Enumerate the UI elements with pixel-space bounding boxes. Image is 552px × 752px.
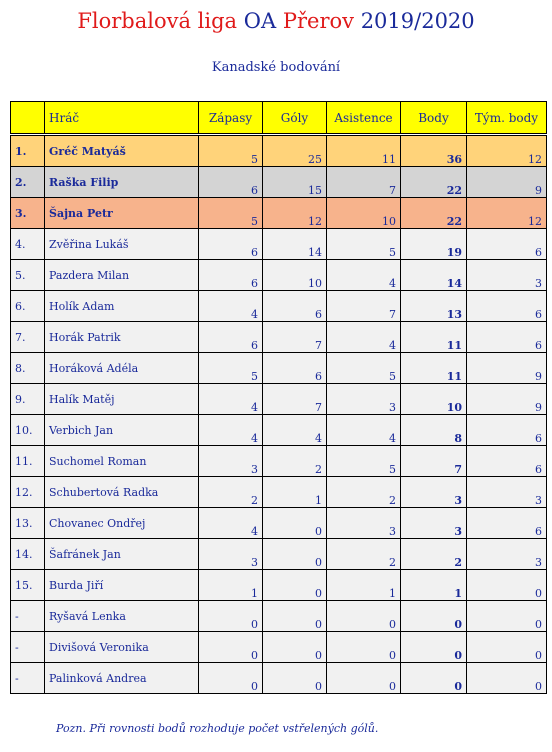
cell-assists: 3 — [327, 508, 401, 539]
table-row — [11, 198, 547, 229]
cell-points: 7 — [401, 446, 467, 477]
cell-player: Zvěřina Lukáš — [45, 229, 199, 260]
cell-rank: 9. — [11, 384, 45, 415]
title-part-city: Přerov — [282, 9, 354, 33]
cell-points: 11 — [401, 353, 467, 384]
cell-team-points: 12 — [467, 135, 547, 167]
cell-points: 11 — [401, 322, 467, 353]
cell-team-points: 3 — [467, 260, 547, 291]
page-subtitle: Kanadské bodování — [211, 60, 341, 75]
cell-rank: 12. — [11, 477, 45, 508]
cell-points: 22 — [401, 167, 467, 198]
cell-rank: 4. — [11, 229, 45, 260]
col-header-player: Hráč — [45, 102, 199, 135]
cell-matches: 2 — [199, 477, 263, 508]
col-header-points: Body — [401, 102, 467, 135]
cell-goals: 0 — [263, 601, 327, 632]
standings-table — [10, 101, 547, 694]
cell-points: 3 — [401, 508, 467, 539]
cell-team-points: 9 — [467, 384, 547, 415]
cell-goals: 0 — [263, 508, 327, 539]
cell-assists: 2 — [327, 477, 401, 508]
cell-assists: 7 — [327, 291, 401, 322]
cell-points: 14 — [401, 260, 467, 291]
cell-rank: 5. — [11, 260, 45, 291]
cell-points: 3 — [401, 477, 467, 508]
table-row — [11, 135, 547, 167]
cell-player: Raška Filip — [45, 167, 199, 198]
cell-matches: 6 — [199, 229, 263, 260]
table-row — [11, 353, 547, 384]
cell-rank: 3. — [11, 198, 45, 229]
cell-points: 0 — [401, 601, 467, 632]
cell-assists: 0 — [327, 632, 401, 663]
cell-player: Šafránek Jan — [45, 539, 199, 570]
cell-assists: 4 — [327, 415, 401, 446]
cell-player: Chovanec Ondřej — [45, 508, 199, 539]
cell-assists: 4 — [327, 260, 401, 291]
cell-assists: 3 — [327, 384, 401, 415]
cell-player: Horák Patrik — [45, 322, 199, 353]
col-header-goals: Góly — [263, 102, 327, 135]
table-row — [11, 570, 547, 601]
cell-team-points: 0 — [467, 601, 547, 632]
table-row — [11, 260, 547, 291]
cell-assists: 1 — [327, 570, 401, 601]
cell-goals: 0 — [263, 663, 327, 694]
cell-team-points: 0 — [467, 632, 547, 663]
cell-goals: 14 — [263, 229, 327, 260]
cell-goals: 0 — [263, 539, 327, 570]
table-row — [11, 663, 547, 694]
cell-points: 10 — [401, 384, 467, 415]
cell-goals: 25 — [263, 135, 327, 167]
cell-matches: 4 — [199, 508, 263, 539]
cell-points: 8 — [401, 415, 467, 446]
table-row — [11, 539, 547, 570]
cell-rank: - — [11, 632, 45, 663]
table-row — [11, 477, 547, 508]
cell-matches: 3 — [199, 446, 263, 477]
cell-goals: 2 — [263, 446, 327, 477]
cell-player: Burda Jiří — [45, 570, 199, 601]
cell-matches: 3 — [199, 539, 263, 570]
cell-points: 2 — [401, 539, 467, 570]
cell-assists: 5 — [327, 446, 401, 477]
cell-rank: 7. — [11, 322, 45, 353]
table-row — [11, 601, 547, 632]
cell-goals: 15 — [263, 167, 327, 198]
page-title — [0, 6, 552, 36]
title-part-season: 2019/2020 — [360, 9, 475, 33]
cell-player: Verbich Jan — [45, 415, 199, 446]
cell-rank: 14. — [11, 539, 45, 570]
cell-assists: 7 — [327, 167, 401, 198]
table-row — [11, 167, 547, 198]
col-header-rank — [11, 102, 45, 135]
cell-matches: 5 — [199, 135, 263, 167]
cell-player: Suchomel Roman — [45, 446, 199, 477]
cell-player: Šajna Petr — [45, 198, 199, 229]
cell-assists: 5 — [327, 353, 401, 384]
cell-points: 1 — [401, 570, 467, 601]
cell-goals: 10 — [263, 260, 327, 291]
cell-goals: 6 — [263, 291, 327, 322]
cell-assists: 5 — [327, 229, 401, 260]
cell-player: Ryšavá Lenka — [45, 601, 199, 632]
cell-team-points: 6 — [467, 508, 547, 539]
cell-goals: 0 — [263, 570, 327, 601]
table-row — [11, 415, 547, 446]
table-row — [11, 322, 547, 353]
cell-matches: 4 — [199, 415, 263, 446]
col-header-matches: Zápasy — [199, 102, 263, 135]
cell-matches: 5 — [199, 353, 263, 384]
cell-team-points: 6 — [467, 322, 547, 353]
cell-rank: - — [11, 601, 45, 632]
table-row — [11, 291, 547, 322]
cell-matches: 6 — [199, 167, 263, 198]
cell-rank: 13. — [11, 508, 45, 539]
cell-goals: 6 — [263, 353, 327, 384]
cell-assists: 10 — [327, 198, 401, 229]
cell-matches: 6 — [199, 260, 263, 291]
table-row — [11, 229, 547, 260]
cell-matches: 4 — [199, 291, 263, 322]
cell-matches: 6 — [199, 322, 263, 353]
cell-goals: 7 — [263, 322, 327, 353]
cell-assists: 0 — [327, 601, 401, 632]
cell-rank: - — [11, 663, 45, 694]
cell-matches: 4 — [199, 384, 263, 415]
cell-player: Gréč Matyáš — [45, 135, 199, 167]
cell-goals: 12 — [263, 198, 327, 229]
cell-team-points: 6 — [467, 229, 547, 260]
cell-rank: 11. — [11, 446, 45, 477]
cell-rank: 10. — [11, 415, 45, 446]
cell-goals: 7 — [263, 384, 327, 415]
cell-player: Holík Adam — [45, 291, 199, 322]
table-row — [11, 632, 547, 663]
cell-player: Pazdera Milan — [45, 260, 199, 291]
cell-rank: 2. — [11, 167, 45, 198]
standings-body — [11, 135, 547, 694]
cell-points: 13 — [401, 291, 467, 322]
cell-team-points: 0 — [467, 663, 547, 694]
title-part-oa: OA — [243, 9, 277, 33]
table-header-row — [11, 102, 547, 135]
cell-team-points: 6 — [467, 415, 547, 446]
cell-team-points: 0 — [467, 570, 547, 601]
cell-goals: 4 — [263, 415, 327, 446]
cell-points: 0 — [401, 632, 467, 663]
cell-player: Schubertová Radka — [45, 477, 199, 508]
cell-team-points: 12 — [467, 198, 547, 229]
cell-team-points: 6 — [467, 446, 547, 477]
cell-team-points: 3 — [467, 539, 547, 570]
cell-matches: 1 — [199, 570, 263, 601]
cell-points: 36 — [401, 135, 467, 167]
cell-matches: 5 — [199, 198, 263, 229]
cell-rank: 6. — [11, 291, 45, 322]
cell-assists: 4 — [327, 322, 401, 353]
table-row — [11, 508, 547, 539]
cell-matches: 0 — [199, 601, 263, 632]
cell-goals: 1 — [263, 477, 327, 508]
cell-team-points: 9 — [467, 353, 547, 384]
cell-player: Halík Matěj — [45, 384, 199, 415]
col-header-assists: Asistence — [327, 102, 401, 135]
cell-points: 19 — [401, 229, 467, 260]
table-row — [11, 384, 547, 415]
cell-player: Palinková Andrea — [45, 663, 199, 694]
cell-goals: 0 — [263, 632, 327, 663]
title-part-league: Florbalová liga — [77, 9, 238, 33]
cell-rank: 1. — [11, 135, 45, 167]
cell-matches: 0 — [199, 663, 263, 694]
cell-team-points: 3 — [467, 477, 547, 508]
cell-matches: 0 — [199, 632, 263, 663]
cell-team-points: 6 — [467, 291, 547, 322]
cell-points: 22 — [401, 198, 467, 229]
table-row — [11, 446, 547, 477]
cell-assists: 0 — [327, 663, 401, 694]
footnote: Pozn. Při rovnosti bodů rozhoduje počet vstřelených gólů. — [56, 722, 379, 735]
cell-assists: 11 — [327, 135, 401, 167]
cell-rank: 8. — [11, 353, 45, 384]
cell-player: Divišová Veronika — [45, 632, 199, 663]
cell-team-points: 9 — [467, 167, 547, 198]
cell-rank: 15. — [11, 570, 45, 601]
cell-player: Horáková Adéla — [45, 353, 199, 384]
col-header-team-points: Tým. body — [467, 102, 547, 135]
cell-points: 0 — [401, 663, 467, 694]
cell-assists: 2 — [327, 539, 401, 570]
